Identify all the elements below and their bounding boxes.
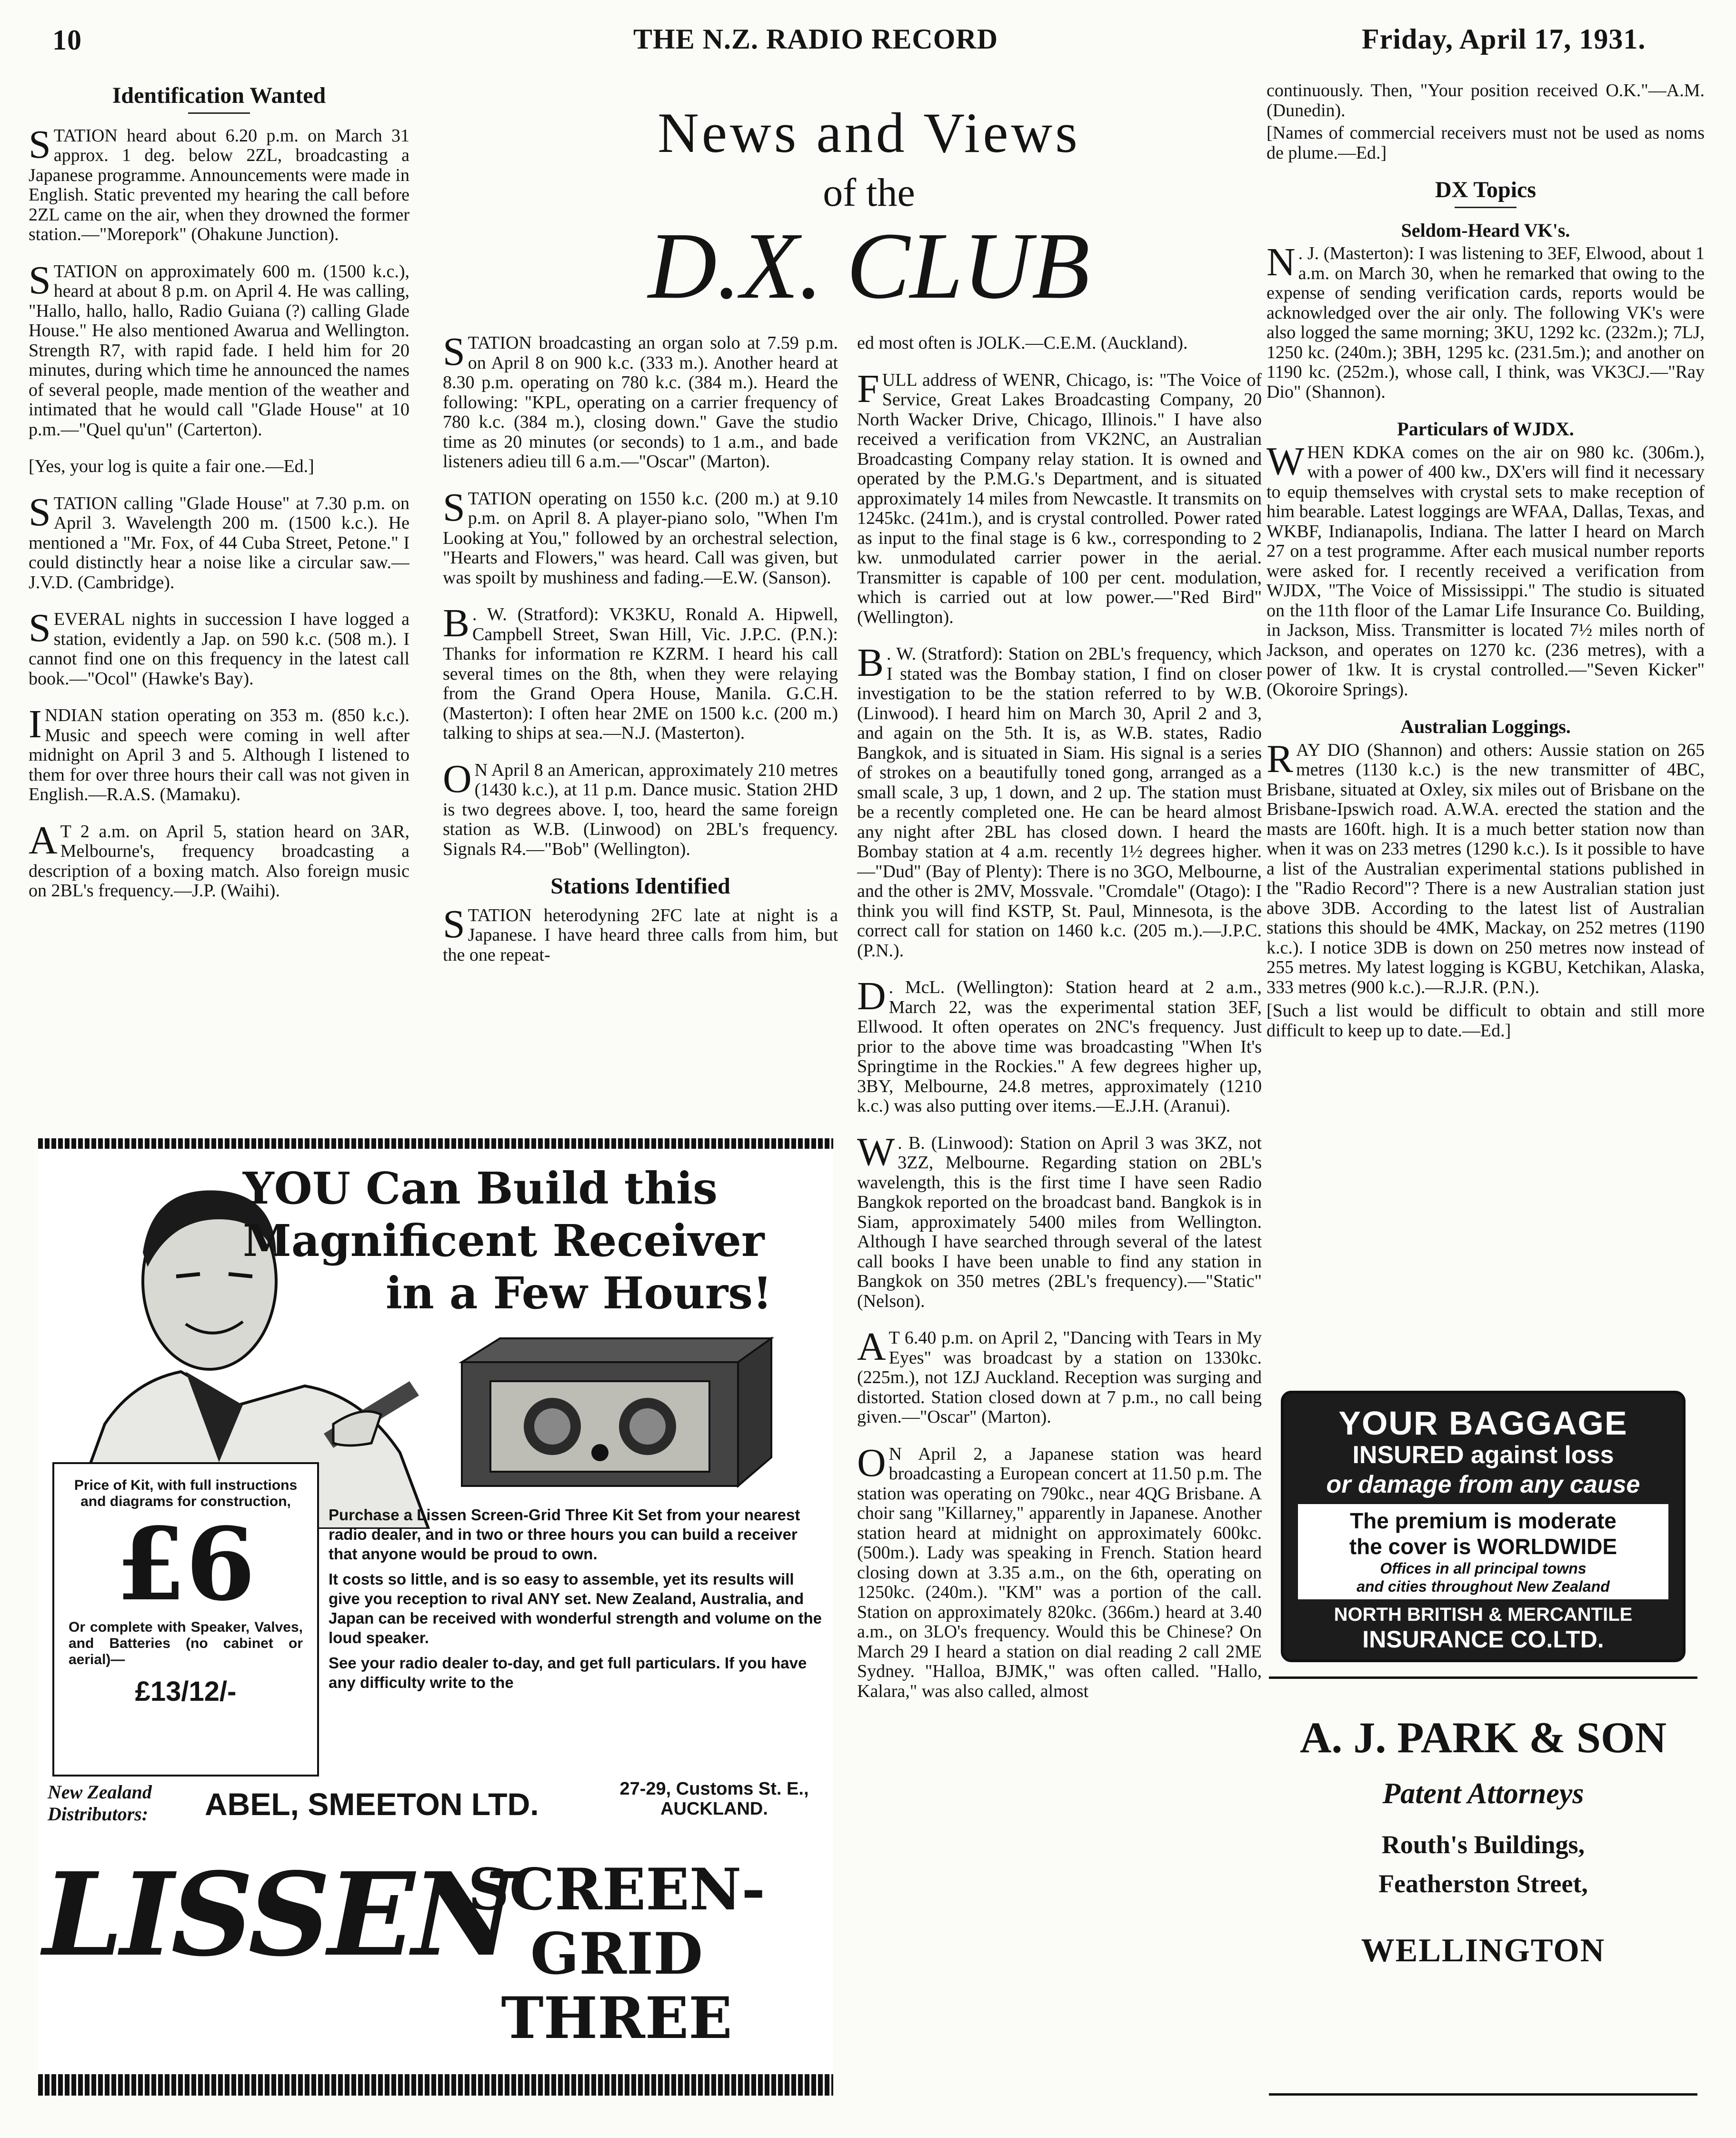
dx-item-1: N . J. (Masterton): I was listening to 3EF, Elwood, about 1 a.m. on March 30, when he remarked that owing to the expense of sending verification cards, reports would be acknowledged over the air only. The following VK's were also logged the same morning; 3KU, 1292 kc. (232m.); 7LJ, 1250 kc. (240m.); 3BH, 1295 kc. (231.5m.); and another on 1190 kc. (252m.), whose call, I think, was VK3CJ.—"Ray Dio" (Shannon). <box>1267 240 1705 402</box>
letter-item: STATION operating on 1550 k.c. (200 m.) at 9.10 p.m. on April 8. A player-piano solo, "When I'm Looking at You," followed by an orchestral selection, "Hearts and Flowers," was heard. Call was given, but was spoilt by mushiness and fading.—E.W. (Sanson). <box>443 485 838 588</box>
letter-item: STATION heard about 6.20 p.m. on March 31 approx. 1 deg. below 2ZL, broadcasting a Japanese programme. Announcements were made in English. Static prevented my hearing the call before 2ZL came on the air, when they drowned the former station.—"Morepork" (Ohakune Junction). <box>29 122 409 244</box>
heading-dx-topics: DX Topics <box>1435 177 1536 202</box>
editor-note-2: [Such a list would be difficult to obtain and still more difficult to keep up to date.—Ed.] <box>1267 1001 1705 1041</box>
kit-price: £6 <box>116 1506 256 1623</box>
column-2 <box>443 333 838 1114</box>
feature-title <box>590 100 1147 319</box>
product-name <box>414 1857 819 2050</box>
divider <box>1455 207 1517 208</box>
letter-item: O N April 8 an American, approximately 210 metres (1430 k.c.), at 11 p.m. Dance music. Station 2HD is two degrees above. I, too, heard the same foreign station as W.B. (Linwood) on 2BL's frequency. Signals R4.—"Bob" (Wellington). <box>443 756 838 859</box>
letter-item: [Yes, your log is quite a fair one.—Ed.] <box>29 456 314 476</box>
page-number: 10 <box>52 24 82 56</box>
ad-body <box>329 1505 824 1692</box>
letter-item: B . W. (Stratford): Station on 2BL's frequency, which I stated was the Bombay station, I find on closer investigation to be the station referred to by W.B. (Linwood). I heard him on March 30, April 2 and 3, and again on the 5th. It is, as W.B. states, Radio Bangkok, and is situated in Siam. His signal is a series of strokes on a beautifully toned gong, arranged as a small scale, 3 up, 1 down, and 2 up. The station must be a recently completed one. He can be heard almost any night after 2BL has closed down. I heard the Bombay station at 4 a.m. recently 1½ degrees higher.—"Dud" (Bay of Plenty): There is no 3GO, Melbourne, and the other is 2MV, Mossvale. "Cromdale" (Otago): I think you will find KSTP, St. Paul, Minnesota, is the correct call for station on 1460 k.c. (205 m.).—J.P.C. (P.N.). <box>857 641 1262 961</box>
letter-item: STATION heterodyning 2FC late at night is a Japanese. I have heard three calls from him, but the one repeat- <box>443 902 838 965</box>
subheading-seldom-heard: Seldom-Heard VK's. <box>1401 219 1570 241</box>
letter-item: A T 6.40 p.m. on April 2, "Dancing with Tears in My Eyes" was broadcast by a station on 1330kc. (225m.), not 1ZJ Auckland. Reception was surging and distorted. Station closed down at 7 p.m., no call being given.—"Oscar" (Marton). <box>857 1325 1262 1427</box>
ad-body-2: It costs so little, and is so easy to assemble, yet its results will give you reception to rival ANY set. New Zealand, Australia, and Japan can be received with wonderful strength and volume on the loud speaker. <box>329 1570 822 1646</box>
baggage-line-5: the cover is WORLDWIDE <box>1349 1534 1617 1559</box>
baggage-line-7: and cities throughout New Zealand <box>1357 1578 1610 1595</box>
column-3 <box>857 333 1262 2105</box>
headline-line-2: Magnificent Receiver <box>243 1215 765 1266</box>
ad-body-1: Purchase a Lissen Screen-Grid Three Kit Set from your nearest radio dealer, and in two or three hours you can build a receiver that anyone would be proud to own. <box>329 1506 800 1563</box>
ad-border-bottom <box>38 2074 833 2096</box>
distributors-label: New Zealand Distributors: <box>48 1781 152 1825</box>
firm-role: Patent Attorneys <box>1382 1777 1584 1810</box>
letter-item: A T 2 a.m. on April 5, station heard on 3AR, Melbourne's, frequency broadcasting a description of a boxing match. Also foreign music on 2BL's frequency.—J.P. (Waihi). <box>29 818 409 901</box>
distributor-address: 27-29, Customs St. E., AUCKLAND. <box>619 1779 809 1819</box>
letter-item: SEVERAL nights in succession I have logged a station, evidently a Jap. on 590 k.c. (508 m.). I cannot find one on this frequency in the latest call book.—"Ocol" (Hawke's Bay). <box>29 606 409 689</box>
subheading-australian: Australian Loggings. <box>1400 716 1571 737</box>
baggage-line-9: INSURANCE CO.LTD. <box>1362 1626 1604 1653</box>
firm-name: A. J. PARK & SON <box>1299 1713 1667 1762</box>
letter-item: STATION broadcasting an organ solo at 7.59 p.m. on April 8 on 900 k.c. (333 m.). Another heard at 8.30 p.m. operating on 780 k.c. (384 m.). Heard the following: "KPL, operating on a carrier frequency of 780 k.c. (384 m.), closing down." Gave the studio time as 20 minutes (or seconds) to 1 a.m., and bade listeners adieu till 6 a.m.—"Oscar" (Marton). <box>443 333 838 472</box>
distributor-name: ABEL, SMEETON LTD. <box>205 1787 539 1822</box>
letter-item: B . W. (Stratford): VK3KU, Ronald A. Hipwell, Campbell Street, Swan Hill, Vic. J.P.C. (P.N.): Thanks for information re KZRM. I heard his call several times on the 8th, when they were relaying from the Grand Opera House, Manila. G.C.H. (Masterton): I often hear 2ME on 1500 k.c. (200 m.) talking to ships at sea.—N.J. (Masterton). <box>443 601 838 743</box>
letter-item: STATION calling "Glade House" at 7.30 p.m. on April 3. Wavelength 200 m. (1500 k.c.). He mentioned a "Mr. Fox, of 44 Cuba Street, Petone." I could distinctly hear a noise like a circular saw.—J.V.D. (Cambridge). <box>29 490 409 592</box>
baggage-line-2: INSURED against loss <box>1352 1441 1614 1469</box>
firm-city: WELLINGTON <box>1361 1932 1606 1969</box>
title-line-3: D.X. CLUB <box>648 213 1090 319</box>
letter-item: FULL address of WENR, Chicago, is: "The Voice of Service, Great Lakes Broadcasting Company, 20 North Wacker Drive, Chicago, Illinois." I have also received a verification from VK2NC, an Australian Broadcasting Company relay station. It is owned and operated by the P.M.G.'s Department, and is situated approximately 14 miles from Newcastle. It transmits on 1245kc. (241m.), and is crystal controlled. Power rated as input to the final stage is 6 kw., corresponding to 2 kw. unmodulated carrier power in the aerial. Transmitter is capable of 100 per cent. modulation, which is carried out at low power.—"Red Bird" (Wellington). <box>857 366 1262 627</box>
title-line-1: News and Views <box>658 101 1080 164</box>
lissen-advertisement <box>38 1138 833 2096</box>
editor-note: [Names of commercial receivers must not be used as noms de plume.—Ed.] <box>1267 123 1705 163</box>
baggage-insurance-advertisement <box>1281 1391 1686 1662</box>
price-box <box>52 1462 319 1777</box>
baggage-line-6: Offices in all principal towns <box>1380 1560 1586 1577</box>
letter-item: ed most often is JOLK.—C.E.M. (Auckland). <box>857 333 1188 353</box>
lissen-logo: LISSEN <box>43 1847 514 1982</box>
product-line-1: SCREEN- <box>468 1856 766 1923</box>
product-line-2: GRID THREE <box>501 1920 732 2052</box>
headline-line-3: in a Few Hours! <box>386 1267 772 1319</box>
continued-text: continuously. Then, "Your position received O.K."—A.M. (Dunedin). <box>1267 81 1705 120</box>
patent-attorneys-advertisement <box>1269 1676 1697 2096</box>
letter-item: D . McL. (Wellington): Station heard at 2 a.m., March 22, was the experimental station 3EF, Ellwood. It often operates on 2NC's frequency. Just prior to the above time was broadcasting "When It's Springtime in the Rockies." A few degrees higher up, 3BY, Melbourne, 24.8 metres, approximately (1210 k.c.) was also putting over items.—E.J.H. (Aranui). <box>857 974 1262 1116</box>
dx-item-2: WHEN KDKA comes on the air on 980 kc. (306m.), with a power of 400 kw., DX'ers will find it necessary to equip themselves with crystal sets to make reception of him bearable. Latest loggings are WFAA, Dallas, Texas, and WKBF, Indianapolis, Indiana. The latter I heard on March 27 on a test programme. After each musical number reports were asked for. I recently received a verification from WJDX, "The Voice of Mississippi." The studio is situated on the 11th floor of the Lamar Life Insurance Co. Building, in Jackson, Miss. Transmitter is located 7½ miles north of Jackson, and operates on 1270 kc. (236 metres), with a power of 1kw. It is crystal controlled.—"Seven Kicker" (Okoroire Springs). <box>1267 439 1705 700</box>
subheading-wjdx: Particulars of WJDX. <box>1397 418 1574 440</box>
ad-headline <box>243 1162 828 1319</box>
letter-item: W . B. (Linwood): Station on April 3 was 3KZ, not 3ZZ, Melbourne. Regarding station on 2BL's wavelength, this is the first time I have seen Radio Bangkok reported on the broadcast band. Bangkok is in Siam, approximately 5400 miles from Wellington. Although I have searched through several of the latest call books I have been unable to find any station in Bangkok on 350 metres (2BL's frequency).—"Static" (Nelson). <box>857 1129 1262 1311</box>
complete-price: £13/12/- <box>135 1676 237 1707</box>
baggage-line-3: or damage from any cause <box>1326 1471 1640 1498</box>
baggage-panel <box>1298 1504 1668 1599</box>
radio-receiver-illustration <box>443 1334 776 1496</box>
letter-item: STATION on approximately 600 m. (1500 k.c.), heard at about 8 p.m. on April 4. He was calling, "Hallo, hallo, hallo, Radio Guiana (?) calling Glade House." He also mentioned Awarua and Wellington. Strength R7, with rapid fade. I held him for 20 minutes, during which time he announced the names of several people, made mention of the weather and intimated that he would call "Glade House" at 10 p.m.—"Quel qu'un" (Carterton). <box>29 258 409 440</box>
baggage-line-8: NORTH BRITISH & MERCANTILE <box>1334 1604 1633 1625</box>
complete-label: Or complete with Speaker, Valves, and Batteries (no cabinet or aerial)— <box>69 1619 303 1667</box>
issue-date: Friday, April 17, 1931. <box>1362 23 1646 55</box>
firm-address-1: Routh's Buildings, <box>1381 1830 1585 1859</box>
baggage-line-4: The premium is moderate <box>1350 1508 1616 1533</box>
price-label: Price of Kit, with full instructions and diagrams for construction, <box>74 1477 298 1509</box>
title-line-2: of the <box>823 171 915 215</box>
firm-address-2: Featherston Street, <box>1378 1869 1588 1898</box>
dx-item-3: RAY DIO (Shannon) and others: Aussie station on 265 metres (1130 k.c.) is the new transmitter of 4BC, Brisbane, situated at Oxley, six miles out of Brisbane on the Brisbane-Ipswich road. A.W.A. erected the station and the masts are 160ft. high. It is a much better station now than when it was on 233 metres (1290 k.c.). Is it possible to have a list of the Australian experimental stations published in the "Radio Record"? There is a new Australian station just above 3DB. According to the latest list of Australian stations this should be 4MK, Mackay, on 252 metres (1190 k.c.). I notice 3DB is down on 250 metres now instead of 255 metres. My latest logging is KGBU, Ketchikan, Alaska, 333 metres (900 k.c.).—R.J.R. (P.N.). <box>1267 736 1705 997</box>
letter-item: INDIAN station operating on 353 m. (850 k.c.). Music and speech were coming in well after midnight on April 3 and 5. Although I listened to them for over three hours their call was not given in English.—R.A.S. (Mamaku). <box>29 702 409 804</box>
ad-border-top <box>38 1138 833 1149</box>
column-1 <box>29 86 409 1119</box>
publication-name: THE N.Z. RADIO RECORD <box>633 23 998 55</box>
divider <box>188 112 250 114</box>
ad-body-3: See your radio dealer to-day, and get full particulars. If you have any difficulty write to the <box>329 1654 807 1691</box>
letter-item: O N April 2, a Japanese station was heard broadcasting a European concert at 11.50 p.m. The station was operating on 790kc., near 4QG Brisbane. A choir sang "Killarney," apparently in Japanese. Another station heard at midnight on approximately 600kc. (500m.). Lady was speaking in French. Station heard closing down at 3.35 a.m., on the 6th, operating on 1250kc. (240m.). "KM" was a portion of the call. Station on approximately 820kc. (366m.) heard at 3.40 a.m., on 3LO's frequency. Would this be Chinese? On March 29 I heard a station on dial reading 2 call 2ME Sydney. "Halloa, BJMK," was often called. "Hallo, Kalara," was also called, almost <box>857 1440 1262 1701</box>
column-4 <box>1267 81 1705 1381</box>
heading-stations-identified: Stations Identified <box>550 873 730 899</box>
baggage-line-1: YOUR BAGGAGE <box>1338 1405 1628 1442</box>
headline-line-1: YOU Can Build this <box>243 1163 718 1214</box>
heading-identification-wanted: Identification Wanted <box>112 86 326 108</box>
